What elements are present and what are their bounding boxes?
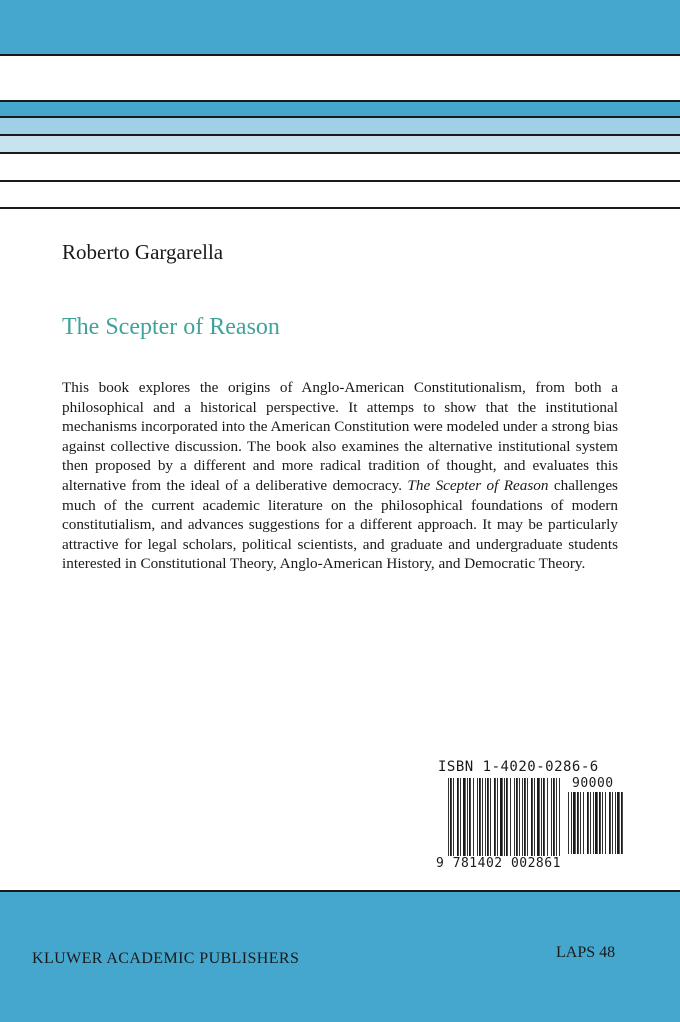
- barcode-bar: [516, 778, 518, 856]
- barcode-bar: [522, 778, 523, 856]
- barcode-bar: [531, 778, 533, 856]
- barcode-bar: [482, 778, 483, 856]
- blurb-text: This book explores the origins of Anglo-American Constitutionalism, from both a philosophical and a historical perspective. It attemps to show that the institutional mechanisms incorporated into the American Constitution were modeled under a strong bias against collective discussion. The book also examines the alternative institutional system then proposed by a different and more radical tradition of thought, and evaluates this alternative from the ideal of a deliberative democracy.: [62, 379, 618, 494]
- barcode-bar: [473, 778, 474, 856]
- barcode-bar: [553, 778, 555, 856]
- barcode-bar: [534, 778, 535, 856]
- barcode-bar: [497, 778, 498, 856]
- barcode-bar: [490, 778, 491, 856]
- barcode-bar: [487, 778, 489, 856]
- barcode-bar: [448, 778, 449, 856]
- stripe-medium-blue: [0, 118, 680, 136]
- blurb-title-italic: The Scepter of Reason: [407, 476, 549, 494]
- barcode-bar: [587, 792, 589, 854]
- barcode-bar: [477, 778, 478, 856]
- barcode-bar: [547, 778, 548, 856]
- barcode-bar: [573, 792, 576, 854]
- barcode-bar: [617, 792, 620, 854]
- barcode-bar: [602, 792, 603, 854]
- barcode-bar: [524, 778, 526, 856]
- series-label: LAPS 48: [556, 944, 616, 961]
- blurb-text: challenges much of the current academic literature on the philosophical foundations of modern constitutialism, and advances suggestions for a different approach. It may be particularly attractive for legal scholars, political scientists, and graduate and undergraduate students interested in Constitutional Theory, Anglo-American History, and Democratic Theory.: [62, 476, 618, 573]
- barcode-bar: [593, 792, 594, 854]
- barcode-bar: [467, 778, 468, 856]
- barcode-bar: [559, 778, 560, 856]
- barcode-bar: [506, 778, 508, 856]
- stripe-light-blue: [0, 136, 680, 154]
- barcode-bar: [551, 778, 552, 856]
- barcode-bar: [460, 778, 461, 856]
- barcode-bar: [463, 778, 466, 856]
- barcode-bar: [612, 792, 613, 854]
- barcode-bar: [615, 792, 616, 854]
- publisher-name: KLUWER ACADEMIC PUBLISHERS: [32, 950, 300, 967]
- barcode-bar: [543, 778, 545, 856]
- barcode-bar: [605, 792, 606, 854]
- barcode-bar: [621, 792, 623, 854]
- barcode-bar: [537, 778, 540, 856]
- top-color-band: [0, 0, 680, 56]
- book-title: The Scepter of Reason: [62, 314, 280, 340]
- barcode-bar: [519, 778, 520, 856]
- barcode-bar: [450, 778, 452, 856]
- barcode-bar: [541, 778, 542, 856]
- price-addon-number: 90000: [572, 776, 614, 791]
- stripe-dark-blue: [0, 100, 680, 118]
- barcode-bar: [479, 778, 481, 856]
- barcode-bar: [494, 778, 496, 856]
- barcode-bar: [580, 792, 581, 854]
- barcode-bar: [469, 778, 471, 856]
- barcode-bar: [577, 792, 579, 854]
- barcode-bar: [453, 778, 454, 856]
- barcode-bar: [556, 778, 557, 856]
- barcode-bar: [583, 792, 584, 854]
- book-description: [62, 378, 618, 574]
- barcode-bar: [590, 792, 591, 854]
- barcode-bar: [457, 778, 459, 856]
- barcode-bar: [599, 792, 601, 854]
- barcode-bar: [571, 792, 572, 854]
- barcode-bar: [510, 778, 511, 856]
- barcode-bar: [595, 792, 598, 854]
- barcode-bar: [609, 792, 611, 854]
- barcode-bar: [527, 778, 528, 856]
- divider-rule: [0, 207, 680, 209]
- barcode-bar: [485, 778, 486, 856]
- isbn-label: ISBN 1-4020-0286-6: [438, 759, 599, 775]
- author-name: Roberto Gargarella: [62, 240, 224, 264]
- barcode-icon: [448, 778, 560, 856]
- barcode-bar: [500, 778, 503, 856]
- ean-number: 9 781402 002861: [436, 856, 561, 871]
- barcode-bar: [514, 778, 515, 856]
- barcode-addon-icon: [568, 792, 624, 854]
- divider-rule: [0, 180, 680, 182]
- barcode-bar: [504, 778, 505, 856]
- barcode-bar: [568, 792, 569, 854]
